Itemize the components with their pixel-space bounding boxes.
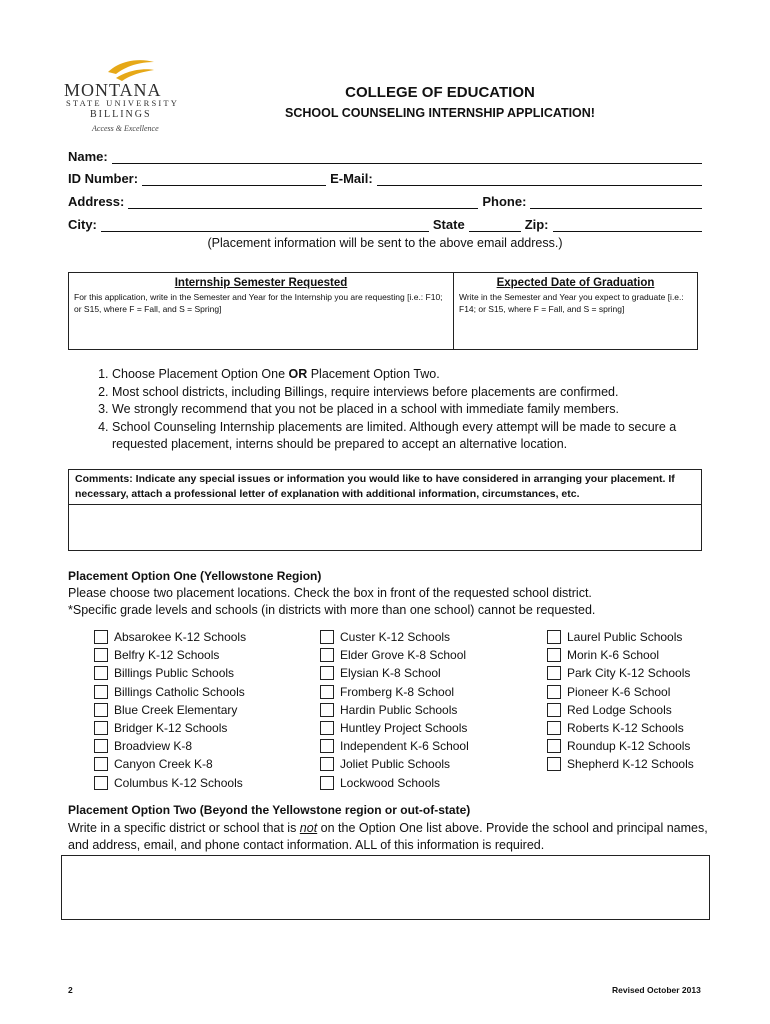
step-3: 3. We strongly recommend that you not be placed in a school with immediate family members. <box>112 401 722 419</box>
school-label: Columbus K-12 Schools <box>114 775 243 790</box>
comments-box <box>68 469 702 551</box>
checkbox[interactable] <box>320 666 334 680</box>
school-label: Roundup K-12 Schools <box>567 739 691 754</box>
school-option[interactable] <box>320 701 469 719</box>
semester-title: Internship Semester Requested <box>174 277 348 289</box>
address-label: Address: <box>68 194 125 209</box>
checkbox[interactable] <box>94 685 108 699</box>
checkbox[interactable] <box>547 739 561 753</box>
city-label: City: <box>68 217 97 232</box>
school-label: Joliet Public Schools <box>340 757 451 772</box>
school-label: Red Lodge Schools <box>567 702 672 717</box>
school-label: Broadview K-8 <box>114 739 193 754</box>
school-option[interactable] <box>94 755 246 773</box>
school-label: Huntley Project Schools <box>340 721 468 736</box>
school-option[interactable] <box>320 737 469 755</box>
checkbox[interactable] <box>320 648 334 662</box>
option-one-line1: Please choose two placement locations. Check the box in front of the requested school district. <box>68 586 592 600</box>
step-1 <box>112 366 722 384</box>
step-1-or: OR <box>288 367 308 381</box>
address-phone-row <box>68 191 702 209</box>
option-two-title: Placement Option Two (Beyond the Yellowstone region or out-of-state) <box>68 803 471 817</box>
option-two-text-pre: Write in a specific district or school that is <box>68 821 300 835</box>
city-row <box>68 214 702 232</box>
school-option[interactable] <box>547 646 694 664</box>
checkbox[interactable] <box>547 721 561 735</box>
school-label: Belfry K-12 Schools <box>114 648 220 663</box>
checkbox[interactable] <box>320 776 334 790</box>
school-label: Morin K-6 School <box>567 648 660 663</box>
checkbox[interactable] <box>547 703 561 717</box>
school-option[interactable] <box>94 664 246 682</box>
zip-field[interactable] <box>553 217 702 232</box>
name-label: Name: <box>68 149 108 164</box>
instructions-list <box>84 366 722 454</box>
email-label: E-Mail: <box>330 171 373 186</box>
checkbox[interactable] <box>320 721 334 735</box>
state-field[interactable] <box>469 217 521 232</box>
checkbox[interactable] <box>547 630 561 644</box>
school-option[interactable] <box>547 683 694 701</box>
comments-title: Comments: Indicate any special issues or information you would like to have considered in arranging your placement. If necessary, attach a professional letter of explanation with additional information, circumstances, etc. <box>69 470 701 505</box>
graduation-text: Write in the Semester and Year you expect to graduate [i.e.: F14; or S15, where F = Fall, and S = spring] <box>459 292 684 314</box>
phone-field[interactable] <box>530 194 702 209</box>
school-option[interactable] <box>320 664 469 682</box>
school-label: Pioneer K-6 School <box>567 684 671 699</box>
page-title: COLLEGE OF EDUCATION <box>345 84 535 101</box>
school-option[interactable] <box>94 701 246 719</box>
school-label: Canyon Creek K-8 <box>114 757 213 772</box>
school-option[interactable] <box>94 628 246 646</box>
school-option[interactable] <box>547 755 694 773</box>
school-label: Fromberg K-8 School <box>340 684 455 699</box>
graduation-title: Expected Date of Graduation <box>496 277 655 289</box>
page-subtitle: SCHOOL COUNSELING INTERNSHIP APPLICATION! <box>285 106 595 120</box>
id-email-row <box>68 168 702 186</box>
school-option[interactable] <box>94 646 246 664</box>
checkbox[interactable] <box>320 703 334 717</box>
comments-input[interactable] <box>69 505 701 549</box>
school-option[interactable] <box>320 774 469 792</box>
school-option[interactable] <box>94 774 246 792</box>
checkbox[interactable] <box>320 630 334 644</box>
name-field[interactable] <box>112 149 702 164</box>
email-field[interactable] <box>377 171 702 186</box>
email-note: (Placement information will be sent to the above email address.) <box>207 236 563 250</box>
school-column-1 <box>94 628 246 792</box>
school-option[interactable] <box>320 755 469 773</box>
step-4: 4. School Counseling Internship placements are limited. Although every attempt will be made to secure a requested placement, interns should be prepared to accept an alternative location. <box>112 419 722 454</box>
school-option[interactable] <box>547 719 694 737</box>
semester-box <box>68 272 698 350</box>
school-option[interactable] <box>94 719 246 737</box>
id-label: ID Number: <box>68 171 139 186</box>
step-2: 2. Most school districts, including Billings, require interviews before placements are confirmed. <box>112 384 722 402</box>
logo-swoosh-icon <box>106 58 156 82</box>
school-label: Elysian K-8 School <box>340 666 441 681</box>
school-option[interactable] <box>320 628 469 646</box>
option-two-input[interactable] <box>61 855 710 920</box>
school-label: Hardin Public Schools <box>340 702 458 717</box>
option-two-text <box>68 820 708 854</box>
school-label: Custer K-12 Schools <box>340 630 451 645</box>
school-label: Billings Catholic Schools <box>114 684 245 699</box>
checkbox[interactable] <box>94 721 108 735</box>
checkbox[interactable] <box>320 757 334 771</box>
zip-label: Zip: <box>524 217 549 232</box>
state-label: State <box>432 217 465 232</box>
option-two-text-not: not <box>299 821 318 835</box>
name-row <box>68 146 702 164</box>
school-label: Independent K-6 School <box>340 739 469 754</box>
option-two-text-post: on the Option One list above. Provide the school and principal names, and address, email, and phone contact information. ALL of this information is required. <box>68 821 708 852</box>
school-label: Lockwood Schools <box>340 775 441 790</box>
school-label: Roberts K-12 Schools <box>567 721 684 736</box>
id-field[interactable] <box>142 171 326 186</box>
school-column-3 <box>547 628 694 774</box>
checkbox[interactable] <box>94 703 108 717</box>
school-label: Laurel Public Schools <box>567 630 683 645</box>
semester-cell[interactable] <box>69 273 454 349</box>
school-label: Shepherd K-12 Schools <box>567 757 694 772</box>
school-option[interactable] <box>547 701 694 719</box>
checkbox[interactable] <box>94 648 108 662</box>
logo-line2: STATE UNIVERSITY <box>66 98 180 108</box>
school-option[interactable] <box>320 683 469 701</box>
checkbox[interactable] <box>320 685 334 699</box>
school-option[interactable] <box>547 664 694 682</box>
school-column-2 <box>320 628 469 792</box>
page-number: 2 <box>68 985 73 995</box>
checkbox[interactable] <box>94 757 108 771</box>
revised-date: Revised October 2013 <box>612 985 701 995</box>
checkbox[interactable] <box>547 685 561 699</box>
option-one-title: Placement Option One (Yellowstone Region) <box>68 569 322 583</box>
checkbox[interactable] <box>94 666 108 680</box>
school-option[interactable] <box>547 737 694 755</box>
checkbox[interactable] <box>547 648 561 662</box>
school-option[interactable] <box>320 719 469 737</box>
checkbox[interactable] <box>94 739 108 753</box>
logo-tagline: Access & Excellence <box>92 124 159 133</box>
school-option[interactable] <box>94 683 246 701</box>
logo-line3: BILLINGS <box>90 109 152 120</box>
school-option[interactable] <box>94 737 246 755</box>
school-label: Absarokee K-12 Schools <box>114 630 247 645</box>
school-label: Elder Grove K-8 School <box>340 648 467 663</box>
school-label: Bridger K-12 Schools <box>114 721 228 736</box>
checkbox[interactable] <box>547 757 561 771</box>
school-option[interactable] <box>320 646 469 664</box>
school-label: Billings Public Schools <box>114 666 235 681</box>
checkbox[interactable] <box>547 666 561 680</box>
school-option[interactable] <box>547 628 694 646</box>
checkbox[interactable] <box>94 630 108 644</box>
address-field[interactable] <box>128 194 478 209</box>
school-label: Park City K-12 Schools <box>567 666 691 681</box>
checkbox[interactable] <box>320 739 334 753</box>
checkbox[interactable] <box>94 776 108 790</box>
phone-label: Phone: <box>482 194 527 209</box>
logo-name: MONTANA <box>64 80 162 100</box>
step-1-pre: Choose Placement Option One <box>112 367 289 381</box>
graduation-cell[interactable] <box>454 273 697 349</box>
step-1-post: Placement Option Two. <box>307 367 440 381</box>
option-one-line2: *Specific grade levels and schools (in districts with more than one school) cannot be requested. <box>68 603 596 617</box>
city-field[interactable] <box>101 217 429 232</box>
semester-text: For this application, write in the Semester and Year for the Internship you are requesting [i.e.: F10; or S15, where F = Fall, and S = Spring] <box>74 292 443 314</box>
school-label: Blue Creek Elementary <box>114 702 238 717</box>
